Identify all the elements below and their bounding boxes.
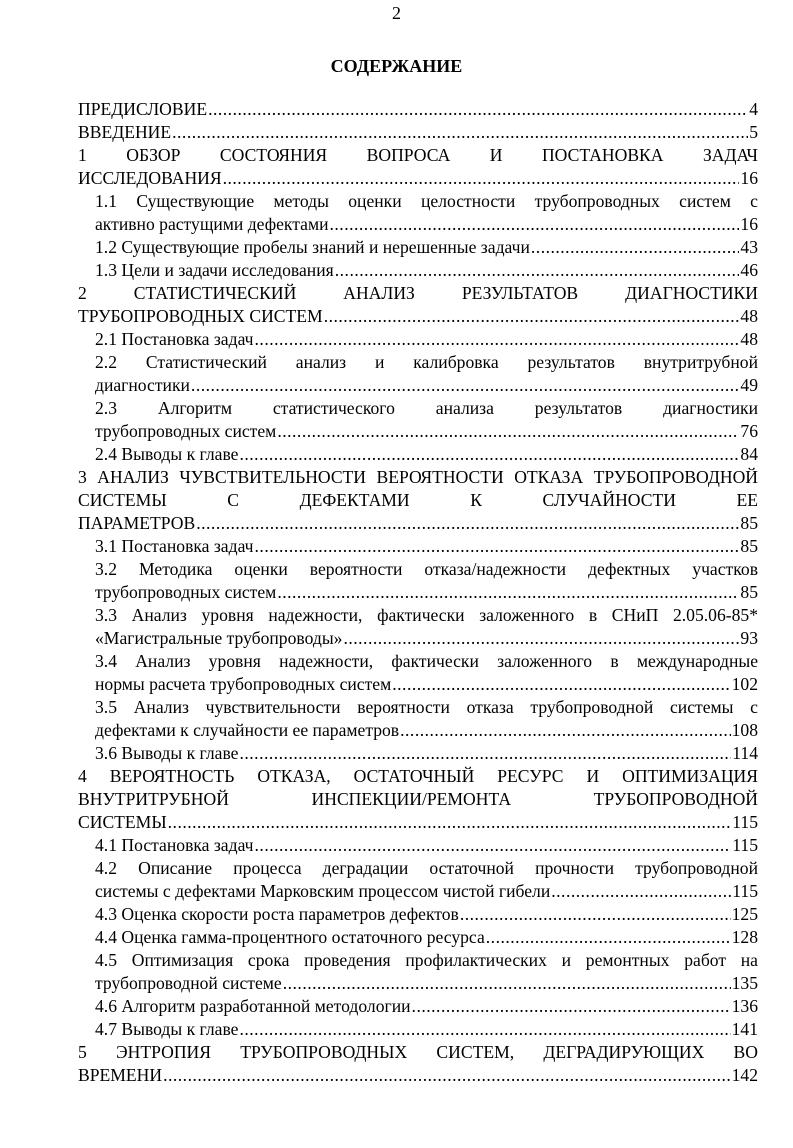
toc-page-number: 141 [731, 1019, 758, 1039]
dot-leader [343, 627, 739, 650]
toc-entry-heading: 1.2 Существующие пробелы знаний и нерешенные задачи [95, 237, 530, 257]
toc-entry-text: 3.5 Анализ чувствительности вероятности отказа трубопроводной системы с [95, 697, 758, 717]
page-title: СОДЕРЖАНИЕ [330, 56, 463, 76]
toc-section-entry[interactable] [78, 742, 758, 765]
dot-leader [191, 374, 739, 397]
toc-chapter-entry[interactable] [78, 765, 758, 834]
toc-entry-heading: трубопроводных систем [95, 421, 277, 441]
toc-entry-heading: 4.1 Постановка задач [95, 835, 254, 855]
toc-section-entry[interactable] [78, 903, 758, 926]
toc-entry-line [95, 443, 758, 466]
toc-entry-text: 1.1 Существующие методы оценки целостности трубопроводных систем с [95, 191, 758, 211]
page-number: 2 [392, 3, 401, 23]
dot-leader [196, 512, 739, 535]
toc-entry-heading: 3.6 Выводы к главе [95, 743, 239, 763]
toc-entry-heading: активно растущими дефектами [95, 214, 329, 234]
toc-page-number: 108 [731, 720, 758, 740]
toc-entry-heading: 2.4 Выводы к главе [95, 444, 239, 464]
toc-page-number: 115 [732, 812, 758, 832]
toc-entry-line [95, 972, 758, 995]
toc-entry-line [95, 627, 758, 650]
dot-leader [172, 121, 748, 144]
toc-section-entry[interactable] [78, 259, 758, 282]
toc-page-number: 93 [740, 628, 758, 648]
toc-section-entry[interactable] [78, 604, 758, 650]
dot-leader [412, 995, 731, 1018]
toc-entry-heading: диагностики [95, 375, 190, 395]
toc-entry-heading: 4.6 Алгоритм разработанной методологии [95, 996, 411, 1016]
toc-entry-text: 5 ЭНТРОПИЯ ТРУБОПРОВОДНЫХ СИСТЕМ, ДЕГРАДИРУЮЩИХ ВО [78, 1042, 758, 1062]
toc-entry-text: 3 АНАЛИЗ ЧУВСТВИТЕЛЬНОСТИ ВЕРОЯТНОСТИ ОТКАЗА ТРУБОПРОВОДНОЙ СИСТЕМЫ С ДЕФЕКТАМИ К СЛУЧАЙНОСТИ ЕЕ [78, 467, 758, 510]
toc-entry-heading: трубопроводной системе [95, 973, 282, 993]
toc-page-number: 115 [732, 881, 758, 901]
dot-leader [223, 167, 740, 190]
toc-section-entry[interactable] [78, 397, 758, 443]
toc-section-entry[interactable] [78, 535, 758, 558]
toc-entry-line [78, 512, 758, 535]
toc-page-number: 85 [740, 513, 758, 533]
dot-leader [255, 834, 732, 857]
toc-page-number: 49 [740, 375, 758, 395]
dot-leader [551, 880, 731, 903]
toc-page-number: 142 [731, 1065, 758, 1085]
toc-entry-heading: СИСТЕМЫ [78, 812, 167, 832]
toc-entry-line [95, 213, 758, 236]
dot-leader [283, 972, 731, 995]
toc-entry-heading: 3.1 Постановка задач [95, 536, 254, 556]
toc-section-entry[interactable] [78, 1018, 758, 1041]
toc-page-number: 76 [740, 421, 758, 441]
toc-section-entry[interactable] [78, 696, 758, 742]
toc-entry-text: 1 ОБЗОР СОСТОЯНИЯ ВОПРОСА И ПОСТАНОВКА ЗАДАЧ [78, 145, 758, 165]
toc-entry-heading: 4.4 Оценка гамма-процентного остаточного ресурса [95, 927, 485, 947]
toc-entry-line [95, 328, 758, 351]
dot-leader [400, 719, 730, 742]
dot-leader [392, 673, 730, 696]
toc-entry-heading: дефектами к случайности ее параметров [95, 720, 400, 740]
toc-entry-heading: 4.7 Выводы к главе [95, 1019, 239, 1039]
toc-section-entry[interactable] [78, 558, 758, 604]
dot-leader [330, 213, 740, 236]
dot-leader [324, 305, 740, 328]
toc-page-number: 48 [740, 306, 758, 326]
dot-leader [277, 581, 739, 604]
dot-leader [168, 811, 732, 834]
toc-entry-line [78, 121, 758, 144]
toc-page-number: 16 [740, 168, 758, 188]
toc-entry-heading: системы с дефектами Марковским процессом чистой гибели [95, 881, 551, 901]
toc-entry-text: 3.4 Анализ уровня надежности, фактически заложенного в международные [95, 651, 758, 671]
table-of-contents [78, 98, 758, 1087]
toc-entry-heading: «Магистральные трубопроводы» [95, 628, 343, 648]
toc-entry-text: 3.2 Методика оценки вероятности отказа/надежности дефектных участков [95, 559, 758, 579]
dot-leader [486, 926, 731, 949]
toc-page-number: 16 [740, 214, 758, 234]
toc-entry-text: 4 ВЕРОЯТНОСТЬ ОТКАЗА, ОСТАТОЧНЫЙ РЕСУРС И ОПТИМИЗАЦИЯ ВНУТРИТРУБНОЙ ИНСПЕКЦИИ/РЕМОНТА ТРУБОПРОВОДНОЙ [78, 766, 758, 809]
toc-section-entry[interactable] [78, 236, 758, 259]
toc-entry-text: 4.2 Описание процесса деградации остаточной прочности трубопроводной [95, 858, 758, 878]
dot-leader [239, 443, 739, 466]
dot-leader [255, 535, 740, 558]
toc-entry-heading: 2.1 Постановка задач [95, 329, 254, 349]
toc-entry-line [95, 742, 758, 765]
toc-section-entry[interactable] [78, 351, 758, 397]
toc-section-entry[interactable] [78, 650, 758, 696]
toc-entry-heading: 4.3 Оценка скорости роста параметров дефектов [95, 904, 459, 924]
toc-chapter-entry[interactable] [78, 282, 758, 328]
toc-entry-line [95, 903, 758, 926]
toc-entry-heading: ПАРАМЕТРОВ [78, 513, 196, 533]
toc-section-entry[interactable] [78, 443, 758, 466]
toc-entry-heading: ИССЛЕДОВАНИЯ [78, 168, 222, 188]
toc-section-entry[interactable] [78, 857, 758, 903]
toc-entry-line [95, 535, 758, 558]
toc-section-entry[interactable] [78, 995, 758, 1018]
toc-page-number: 115 [732, 835, 758, 855]
toc-page-number: 5 [749, 122, 758, 142]
dot-leader [460, 903, 731, 926]
toc-entry-text: 2.2 Статистический анализ и калибровка результатов внутритрубной [95, 352, 758, 372]
toc-page-number: 85 [740, 536, 758, 556]
toc-entry-line [78, 811, 758, 834]
toc-entry-line [78, 98, 758, 121]
dot-leader [335, 259, 740, 282]
toc-page-number: 136 [731, 996, 758, 1016]
toc-entry-line [95, 880, 758, 903]
toc-entry-text: 2.3 Алгоритм статистического анализа результатов диагностики [95, 398, 758, 418]
dot-leader [239, 1018, 730, 1041]
toc-entry-line [95, 834, 758, 857]
toc-entry-text: 4.5 Оптимизация срока проведения профилактических и ремонтных работ на [95, 950, 758, 970]
toc-page-number: 43 [740, 237, 758, 257]
dot-leader [255, 328, 740, 351]
dot-leader [208, 98, 748, 121]
toc-section-entry[interactable] [78, 190, 758, 236]
toc-page-number: 48 [740, 329, 758, 349]
toc-chapter-entry[interactable] [78, 144, 758, 190]
toc-chapter-entry[interactable] [78, 466, 758, 535]
toc-page-number: 4 [749, 99, 758, 119]
toc-section-entry[interactable] [78, 926, 758, 949]
toc-entry-line [78, 167, 758, 190]
toc-entry-line [95, 420, 758, 443]
toc-entry-heading: трубопроводных систем [95, 582, 277, 602]
toc-entry-line [78, 305, 758, 328]
toc-entry-text: 2 СТАТИСТИЧЕСКИЙ АНАЛИЗ РЕЗУЛЬТАТОВ ДИАГНОСТИКИ [78, 283, 758, 303]
toc-chapter-entry[interactable] [78, 1041, 758, 1087]
toc-entry-line [95, 1018, 758, 1041]
toc-page-number: 46 [740, 260, 758, 280]
toc-entry-line [78, 1064, 758, 1087]
toc-entry-heading: нормы расчета трубопроводных систем [95, 674, 392, 694]
toc-entry-heading: ВВЕДЕНИЕ [78, 122, 172, 142]
toc-entry-heading: ТРУБОПРОВОДНЫХ СИСТЕМ [78, 306, 323, 326]
dot-leader [277, 420, 739, 443]
toc-entry-text: 3.3 Анализ уровня надежности, фактически заложенного в СНиП 2.05.06-85* [95, 605, 758, 625]
toc-page-number: 84 [740, 444, 758, 464]
toc-entry-heading: 1.3 Цели и задачи исследования [95, 260, 334, 280]
toc-entry-heading: ВРЕМЕНИ [78, 1065, 163, 1085]
toc-page-number: 135 [731, 973, 758, 993]
toc-entry-line [95, 995, 758, 1018]
dot-leader [531, 236, 740, 259]
toc-entry-line [95, 926, 758, 949]
toc-page-number: 125 [731, 904, 758, 924]
toc-chapter-entry[interactable] [78, 121, 758, 144]
toc-entry-line [95, 719, 758, 742]
dot-leader [239, 742, 731, 765]
toc-chapter-entry[interactable] [78, 98, 758, 121]
toc-entry-line [95, 581, 758, 604]
toc-entry-line [95, 374, 758, 397]
toc-page-number: 128 [731, 927, 758, 947]
toc-section-entry[interactable] [78, 328, 758, 351]
toc-section-entry[interactable] [78, 834, 758, 857]
toc-section-entry[interactable] [78, 949, 758, 995]
toc-page-number: 85 [740, 582, 758, 602]
dot-leader [163, 1064, 731, 1087]
toc-page-number: 114 [732, 743, 758, 763]
toc-page-number: 102 [731, 674, 758, 694]
toc-entry-line [95, 259, 758, 282]
toc-entry-line [95, 673, 758, 696]
toc-entry-heading: ПРЕДИСЛОВИЕ [78, 99, 208, 119]
toc-entry-line [95, 236, 758, 259]
